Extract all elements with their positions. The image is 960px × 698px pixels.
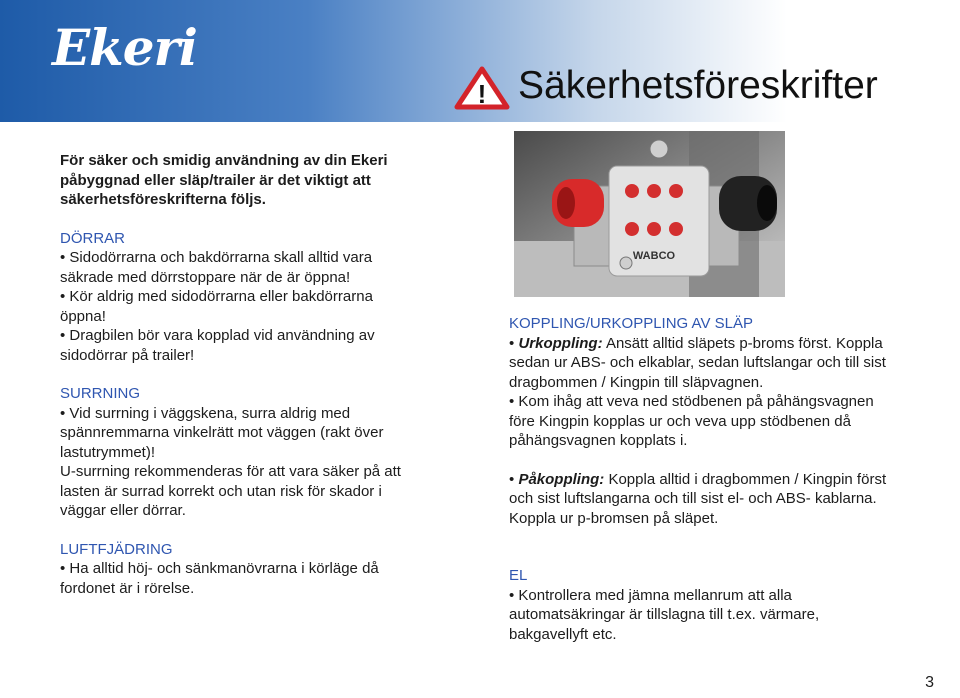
urkoppling-text: Ansätt alltid släpets p-broms först. Koppla sedan ur ABS- och elkablar, sedan luftslangar och till sist dragbommen / Kingpin till släpvagnen. [509,334,886,391]
heading-surrning: SURRNING [60,385,141,402]
heading-dorrar: DÖRRAR [60,229,126,247]
red-coupling-opening [557,187,575,219]
stodben-item: • Kom ihåg att veva ned stödbenen på påhängsvagnen före Kingpin kopplas ur och veva upp stödbenen då påhängsvagnen kopplats i. [509,393,874,449]
red-symbol [647,222,661,236]
black-coupling-opening [757,185,777,221]
urkoppling-bullet: • [509,334,515,352]
el-item: • Kontrollera med jämna mellanrum att alla automatsäkringar är tillslagna till t.ex. värmare, bakgavellyft etc. [509,586,820,643]
pakoppling-text: Koppla alltid i dragbommen / Kingpin först och sist luftslangarna och till sist el- och ABS- kablarna. Koppla ur p-bromsen på släpet. [509,470,887,527]
ekeri-logo: Ekeri [52,18,197,77]
coupling-photo [514,131,785,297]
heading-koppling: KOPPLING/URKOPPLING AV SLÄP [509,315,753,332]
intro-text: För säker och smidig användning av din Ekeri påbyggnad eller släp/trailer är det viktigt att säkerhetsföreskrifterna följs. [60,152,388,208]
red-symbol [669,184,683,198]
red-symbol [625,222,639,236]
page-number: 3 [925,674,934,691]
dorrar-item-2: • Kör aldrig med sidodörrarna eller bakdörrarna öppna! [60,288,373,325]
warning-triangle-icon [454,66,510,110]
red-symbol [625,184,639,198]
dorrar-item-1: • Sidodörrarna och bakdörrarna skall alltid vara säkrade med dörrstoppare när de är öppna! [60,249,373,286]
heading-el: EL [509,567,528,584]
left-column [60,151,420,598]
luft-item-1: • Ha alltid höj- och sänkmanövrarna i körläge då fordonet är i rörelse. [60,560,379,597]
heading-luftfjadring: LUFTFJÄDRING [60,540,173,558]
urkoppling-item [509,334,889,393]
bolt [650,140,668,158]
red-symbol [647,184,661,198]
surrning-item-1: • Vid surrning i väggskena, surra aldrig med spännremmarna vinkelrätt mot väggen (rakt över lastutrymmet)! [60,404,384,461]
wabco-label: WABCO [632,250,676,262]
page-title: Säkerhetsföreskrifter [518,64,878,107]
bolt [620,257,632,269]
dorrar-item-3: • Dragbilen bör vara kopplad vid användning av sidodörrar på trailer! [60,327,375,364]
pakoppling-item [509,470,889,529]
warning-mark: ! [477,79,487,109]
red-symbol [669,222,683,236]
urkoppling-label: Urkoppling: [518,334,603,352]
surrning-item-2: U-surrning rekommenderas för att vara säker på att lasten är surrad korrekt och utan risk för skador i väggar eller dörrar. [60,463,401,519]
pakoppling-label: Påkoppling: [518,470,605,488]
right-column [509,314,889,644]
pakoppling-bullet: • [509,470,515,488]
